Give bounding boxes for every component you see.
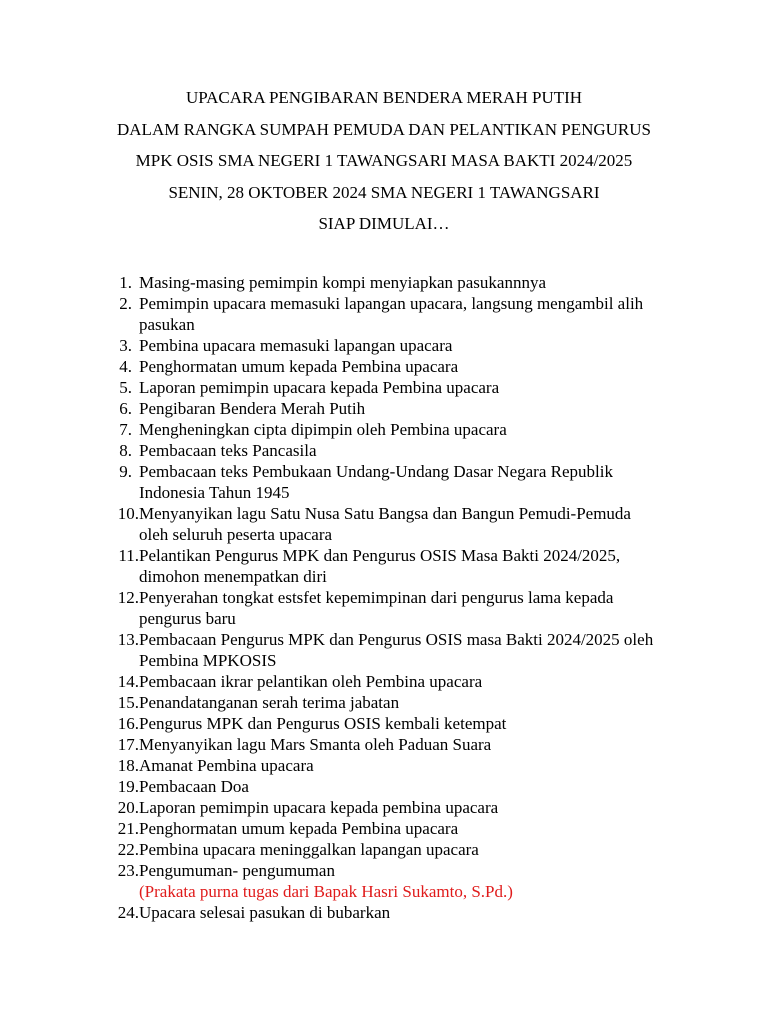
header-organization: MPK OSIS SMA NEGERI 1 TAWANGSARI MASA BAKTI 2024/2025 [135, 151, 633, 170]
item-number: 20. [117, 798, 139, 817]
agenda-item [107, 272, 707, 293]
agenda-item [107, 545, 707, 587]
document-header [0, 86, 768, 244]
item-number: 19. [117, 777, 139, 796]
header-date-location: SENIN, 28 OKTOBER 2024 SMA NEGERI 1 TAWANGSARI [168, 182, 600, 202]
item-number: 3. [119, 336, 132, 355]
item-text: Pemimpin upacara memasuki lapangan upacara, langsung mengambil alih [139, 294, 644, 313]
agenda-item [107, 461, 707, 503]
agenda-item [107, 755, 707, 776]
item-text: Upacara selesai pasukan di bubarkan [139, 903, 391, 922]
item-number: 21. [117, 819, 139, 838]
agenda-item [107, 797, 707, 818]
agenda-item [107, 671, 707, 692]
item-text-continued: pasukan [139, 315, 195, 334]
header-start-text: SIAP DIMULAI… [318, 214, 450, 233]
agenda-item [107, 440, 707, 461]
item-number: 8. [119, 441, 132, 460]
item-text: Pembacaan Pengurus MPK dan Pengurus OSIS masa Bakti 2024/2025 oleh [139, 630, 654, 649]
agenda-item [107, 419, 707, 440]
item-text: Pengibaran Bendera Merah Putih [139, 399, 366, 418]
item-text: Laporan pemimpin upacara kepada pembina upacara [139, 798, 499, 817]
item-number: 10. [117, 504, 139, 523]
item-number: 17. [117, 735, 139, 754]
agenda-item [107, 860, 707, 902]
header-subtitle: DALAM RANGKA SUMPAH PEMUDA DAN PELANTIKAN PENGURUS [117, 119, 651, 139]
item-text: Pengurus MPK dan Pengurus OSIS kembali ketempat [139, 714, 507, 733]
agenda-item [107, 503, 707, 545]
item-number: 2. [119, 294, 132, 313]
item-number: 11. [118, 546, 139, 565]
item-note-highlight: (Prakata purna tugas dari Bapak Hasri Sukamto, S.Pd.) [139, 882, 513, 901]
item-text-continued: Indonesia Tahun 1945 [139, 483, 290, 502]
agenda-item [107, 818, 707, 839]
item-text: Penghormatan umum kepada Pembina upacara [139, 819, 459, 838]
agenda-list [107, 272, 707, 923]
item-number: 22. [117, 840, 139, 859]
item-text: Menyanyikan lagu Satu Nusa Satu Bangsa dan Bangun Pemudi-Pemuda [139, 504, 631, 523]
item-text: Pengumuman- pengumuman [139, 861, 335, 880]
agenda-item [107, 839, 707, 860]
item-number: 5. [119, 378, 132, 397]
item-number: 15. [117, 693, 139, 712]
item-text: Amanat Pembina upacara [139, 756, 314, 775]
item-text-continued: Pembina MPKOSIS [139, 651, 277, 670]
agenda-item [107, 713, 707, 734]
item-number: 1. [119, 273, 132, 292]
item-number: 13. [117, 630, 139, 649]
agenda-item [107, 629, 707, 671]
item-text-continued: dimohon menempatkan diri [139, 567, 327, 586]
item-text: Penandatanganan serah terima jabatan [139, 693, 400, 712]
item-text: Pembacaan teks Pancasila [139, 441, 317, 460]
item-text: Menyanyikan lagu Mars Smanta oleh Paduan Suara [139, 735, 492, 754]
item-number: 12. [117, 588, 139, 607]
agenda-item [107, 902, 707, 923]
agenda-item [107, 356, 707, 377]
item-text: Laporan pemimpin upacara kepada Pembina upacara [139, 378, 500, 397]
agenda-item [107, 335, 707, 356]
agenda-item [107, 776, 707, 797]
item-text-continued: pengurus baru [139, 609, 236, 628]
item-text: Pelantikan Pengurus MPK dan Pengurus OSIS Masa Bakti 2024/2025, [139, 546, 621, 565]
item-number: 24. [117, 903, 139, 922]
agenda-item [107, 587, 707, 629]
agenda-item [107, 692, 707, 713]
item-text: Pembacaan teks Pembukaan Undang-Undang Dasar Negara Republik [139, 462, 613, 481]
item-text: Pembina upacara memasuki lapangan upacara [139, 336, 453, 355]
item-number: 9. [119, 462, 132, 481]
agenda-item [107, 293, 707, 335]
item-text: Pembina upacara meninggalkan lapangan upacara [139, 840, 479, 859]
item-text-continued: oleh seluruh peserta upacara [139, 525, 333, 544]
item-number: 14. [117, 672, 139, 691]
item-number: 6. [119, 399, 132, 418]
agenda-item [107, 734, 707, 755]
item-text: Pembacaan Doa [139, 777, 249, 796]
item-number: 4. [119, 357, 132, 376]
item-text: Penyerahan tongkat estsfet kepemimpinan dari pengurus lama kepada [139, 588, 614, 607]
agenda-item [107, 398, 707, 419]
item-text: Penghormatan umum kepada Pembina upacara [139, 357, 459, 376]
item-number: 18. [117, 756, 139, 775]
agenda-item [107, 377, 707, 398]
item-number: 23. [117, 861, 139, 880]
item-number: 16. [117, 714, 139, 733]
item-text: Masing-masing pemimpin kompi menyiapkan pasukannnya [139, 273, 546, 292]
item-number: 7. [119, 420, 132, 439]
header-title: UPACARA PENGIBARAN BENDERA MERAH PUTIH [185, 88, 583, 107]
item-text: Pembacaan ikrar pelantikan oleh Pembina upacara [139, 672, 483, 691]
item-text: Mengheningkan cipta dipimpin oleh Pembina upacara [139, 420, 507, 439]
